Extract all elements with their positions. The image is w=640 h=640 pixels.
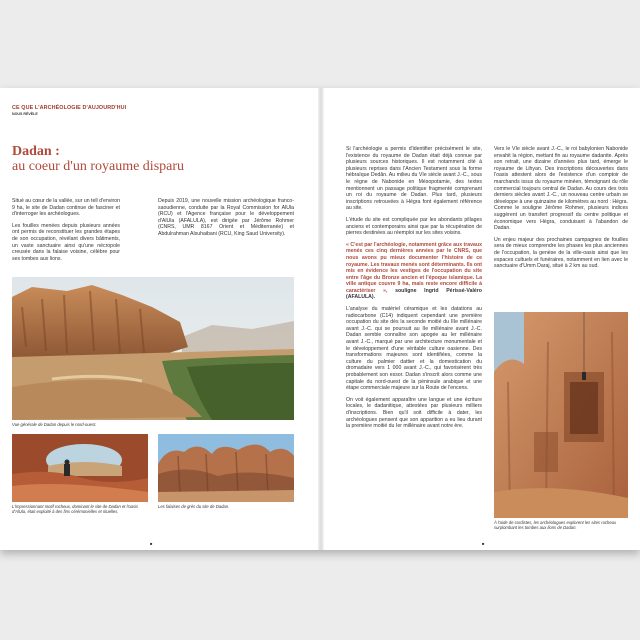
paragraph: Si l'archéologie a permis d'identifier précisément le site, l'existence du royaume de Dadan était déjà connue par plusieurs sources historiques. Il est notamment cité à plusieurs reprises dans l'Ancien Testament sous la forme hébraïque Dedân. Au milieu du VIe siècle avant J.-C., sous le règne de Nabonide en Mésopotamie, des textes mentionnent un passage politique fragmenté comprenant un roi du royaume de Dadan. Plus tard, plusieurs inscriptions retrouvées à Hégra font également référence au site. — [346, 146, 482, 212]
article-title: Dadan : — [12, 144, 60, 159]
caption-tombs-photo: À l'aide de cordistes, les archéologues explorent les sites rocheux surplombant les tombes aux lions de Dadan. — [494, 520, 617, 531]
paragraph: L'étude du site est compliquée par les abondants pillages anciens et contemporains ainsi que par la récupération de pierres destinées au réemploi sur les sites voisins. — [346, 216, 482, 237]
caption-arch-photo: L'impressionnant motif rocheux, dominant le site de Dadan et l'oasis d'AlUla, était exploité à des fins cérémonielles et rituelles. — [12, 504, 139, 515]
page-gutter — [318, 88, 324, 550]
photo-rock-arch — [12, 434, 148, 502]
page-number-left: ■ — [150, 541, 153, 546]
section-rubric-sub: NOUS RÉVÈLE — [12, 112, 38, 116]
caption-cliffs-photo: Les falaises de grès du site de Dadan. — [158, 504, 230, 509]
paragraph: Vers le VIe siècle avant J.-C., le roi babylonien Nabonide envahit la région, mettant fin au royaume dadanite. Après son retrait, une dizaine d'années plus tard, émerge le royaume de Lihyan. Des inscriptions découvertes dans l'oasis attestent alors de l'existence d'un comptoir de marchands issus du royaume minéen, témoignant du rôle commercial toujours central de Dadan. Au cours des trois derniers siècles avant J.-C., un nouveau centre urbain se développe à une quinzaine de kilomètres au nord : Hégra. Comme le souligne Jérôme Rohmer, plusieurs indices suggèrent un transfert progressif du centre politique et économique vers Hégra, conduisant à l'abandon de Dadan. — [494, 146, 628, 232]
photo-dadan-overview — [12, 277, 294, 420]
paragraph: Les fouilles menées depuis plusieurs années ont permis de reconstituer les grandes étapes de son occupation, révélant divers bâtiments, un vaste sanctuaire ainsi qu'une nécropole creusée dans la falaise voisine, célèbre pour ses tombes aux lions. — [12, 222, 120, 262]
magazine-spread — [0, 88, 640, 550]
article-subtitle: au coeur d'un royaume disparu — [12, 159, 185, 174]
quote-author: souligne Ingrid Périssé-Valéro (AFALULA). — [346, 287, 482, 301]
column-3 — [346, 146, 482, 435]
paragraph: L'analyse du matériel céramique et les datations au radiocarbone (C14) indiquent cependant une première occupation du site dès la seconde moitié du IIIe millénaire avant J.-C. qui se poursuit au IIe millénaire avant J.-C. Dadan semble connaître son apogée au Ier millénaire avant J.-C., marqué par une architecture monumentale et le développement d'une véritable culture oasienne. Des transformations majeures sont identifiées, comme la culture du palmier dattier et la domestication du dromadaire vers 1 000 avant J.-C., qui favorisèrent très probablement son essor. Dadan s'inscrit alors comme une capitale du nord-ouest de la péninsule arabique et une étape commerciale majeure sur la Route de l'encens. — [346, 306, 482, 392]
column-4 — [494, 146, 628, 275]
column-1 — [12, 198, 120, 267]
paragraph: Un enjeu majeur des prochaines campagnes de fouilles sera de mieux comprendre les phases les plus anciennes de l'occupation, la genèse de la ville-oasis ainsi que les espaces cultuels et funéraires, notamment en lien avec le sanctuaire d'Umm Daraj, situé à 2 km au sud. — [494, 236, 628, 270]
caption-main-photo: Vue générale de Dadan depuis le nord-ouest. — [12, 422, 97, 427]
paragraph: Depuis 2019, une nouvelle mission archéologique franco-saoudienne, conduite par la Royal Commission for AlUla (RCU) et l'Agence française pour le développement d'AlUla (AFALULA), est dirigée par Jérôme Rohmer (CNRS, UMR 8167 Orient et Méditerranée) et Abdulrahman Alsuhaibani (RCU, King Saud University). — [158, 198, 294, 237]
paragraph: Situé au cœur de la vallée, sur un tell d'environ 9 ha, le site de Dadan continue de fasciner et d'interroger les archéologues. — [12, 198, 120, 218]
photo-sandstone-cliffs — [158, 434, 294, 502]
quote-text: « C'est par l'archéologie, notamment grâce aux travaux menés ces cinq dernières années par le CNRS, que nous avons pu mieux documenter l'histoire de ce royaume. Les travaux menés sont déterminants. Ils ont mis en évidence les vestiges de l'occupation du site entre l'âge du Bronze ancien et l'époque islamique. La ville antique couvre 9 ha, mais reste encore difficile à caractériser », — [346, 241, 482, 294]
column-2 — [158, 198, 294, 243]
photo-lion-tombs — [494, 312, 628, 518]
pull-quote — [346, 242, 482, 301]
page-number-right: ■ — [482, 541, 485, 546]
section-rubric: CE QUE L'ARCHÉOLOGIE D'AUJOURD'HUI — [12, 105, 127, 111]
paragraph: On voit également apparaître une langue et une écriture locales, le dadanitique, attestées par plusieurs milliers d'inscriptions. Bien qu'il soit difficile à dater, les archéologues pensent que son apparition a eu lieu durant la première moitié du Ier millénaire avant notre ère. — [346, 396, 482, 430]
